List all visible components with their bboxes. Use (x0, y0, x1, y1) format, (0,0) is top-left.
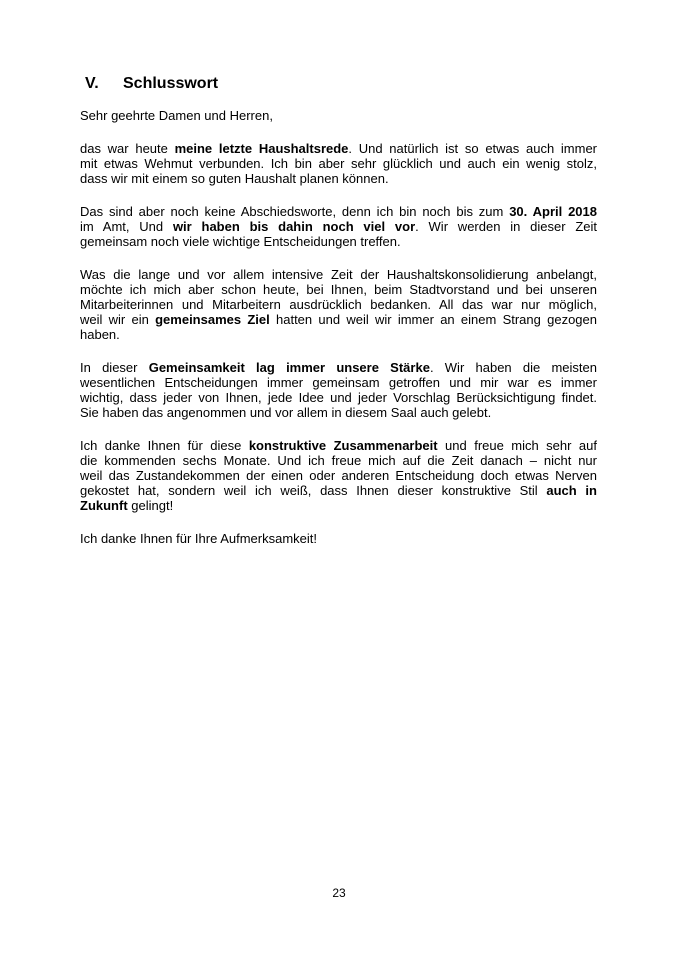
text-segment: Sie haben das angenommen und vor allem in diesem Saal auch gelebt. (80, 405, 492, 420)
section-heading (85, 74, 218, 93)
text-segment: möchte ich mich aber schon heute, bei Ihnen, beim Stadtvorstand und bei unseren (80, 282, 597, 297)
text-segment: dass wir mit einem so guten Haushalt planen können. (80, 171, 389, 186)
text-line (80, 360, 597, 375)
text-segment: . Wir werden in dieser Zeit (415, 219, 597, 234)
text-segment: mit etwas Wehmut verbunden. Ich bin aber sehr glücklich und auch ein wenig stolz, (80, 156, 597, 171)
text-line (80, 312, 597, 327)
text-segment: und freue mich sehr auf (437, 438, 597, 453)
bold-text-segment: gemeinsames Ziel (155, 312, 270, 327)
page-number: 23 (332, 886, 346, 900)
text-line (80, 405, 597, 420)
text-segment: gekostet hat, sondern weil ich weiß, dass Ihnen dieser konstruktive Stil (80, 483, 547, 498)
text-segment: weil das Zustandekommen der einen oder anderen Entscheidung doch etwas Nerven (80, 468, 597, 483)
text-line (80, 375, 597, 390)
text-line (80, 483, 597, 498)
text-line (80, 171, 597, 186)
text-segment: gelingt! (127, 498, 174, 513)
bold-text-segment: Zukunft (80, 498, 128, 513)
bold-text-segment: meine letzte Haushaltsrede (174, 141, 349, 156)
text-line (80, 282, 597, 297)
bold-text-segment: 30. April 2018 (509, 204, 597, 219)
bold-text-segment: wir haben bis dahin noch viel vor (172, 219, 416, 234)
text-segment: Was die lange und vor allem intensive Zeit der Haushaltskonsolidierung anbelangt, (80, 267, 597, 282)
text-line (80, 297, 597, 312)
text-segment: das war heute (80, 141, 175, 156)
text-segment: Sehr geehrte Damen und Herren, (80, 108, 273, 123)
text-segment: wichtig, dass jeder von Ihnen, jede Idee und jeder Vorschlag Berücksichtigung findet. (80, 390, 597, 405)
text-segment: im Amt, Und (80, 219, 173, 234)
paragraph (80, 108, 597, 123)
paragraph (80, 267, 597, 342)
body-text (80, 108, 597, 564)
text-line (80, 108, 597, 123)
text-segment: gemeinsam noch viele wichtige Entscheidungen treffen. (80, 234, 401, 249)
text-line (80, 498, 597, 513)
text-line (80, 141, 597, 156)
text-segment: die kommenden sechs Monate. Und ich freue mich auf die Zeit danach – nicht nur (80, 453, 597, 468)
text-line (80, 219, 597, 234)
text-line (80, 390, 597, 405)
section-heading-number: V. (85, 75, 99, 92)
text-line (80, 204, 597, 219)
text-line (80, 156, 597, 171)
paragraph (80, 531, 597, 546)
text-segment: Mitarbeiterinnen und Mitarbeitern ausdrücklich bedanken. All das war nur möglich, (80, 297, 597, 312)
bold-text-segment: konstruktive Zusammenarbeit (248, 438, 438, 453)
text-segment: weil wir ein (80, 312, 156, 327)
text-line (80, 438, 597, 453)
text-segment: haben. (80, 327, 120, 342)
text-line (80, 327, 597, 342)
text-line (80, 267, 597, 282)
text-segment: Ich danke Ihnen für diese (80, 438, 249, 453)
paragraph (80, 360, 597, 420)
bold-text-segment: auch in (546, 483, 597, 498)
text-segment: . Und natürlich ist so etwas auch immer (348, 141, 597, 156)
text-segment: In dieser (80, 360, 149, 375)
bold-text-segment: Gemeinsamkeit lag immer unsere Stärke (148, 360, 430, 375)
section-heading-title: Schlusswort (123, 75, 219, 92)
text-segment: wesentlichen Entscheidungen immer gemeinsam getroffen und mir war es immer (80, 375, 597, 390)
text-segment: . Wir haben die meisten (429, 360, 597, 375)
text-line (80, 453, 597, 468)
paragraph (80, 141, 597, 186)
text-segment: Ich danke Ihnen für Ihre Aufmerksamkeit! (80, 531, 318, 546)
text-segment: hatten und weil wir immer an einem Strang gezogen (269, 312, 597, 327)
text-line (80, 468, 597, 483)
paragraph (80, 204, 597, 249)
text-segment: Das sind aber noch keine Abschiedsworte, denn ich bin noch bis zum (80, 204, 510, 219)
text-line (80, 531, 597, 546)
text-line (80, 234, 597, 249)
paragraph (80, 438, 597, 513)
